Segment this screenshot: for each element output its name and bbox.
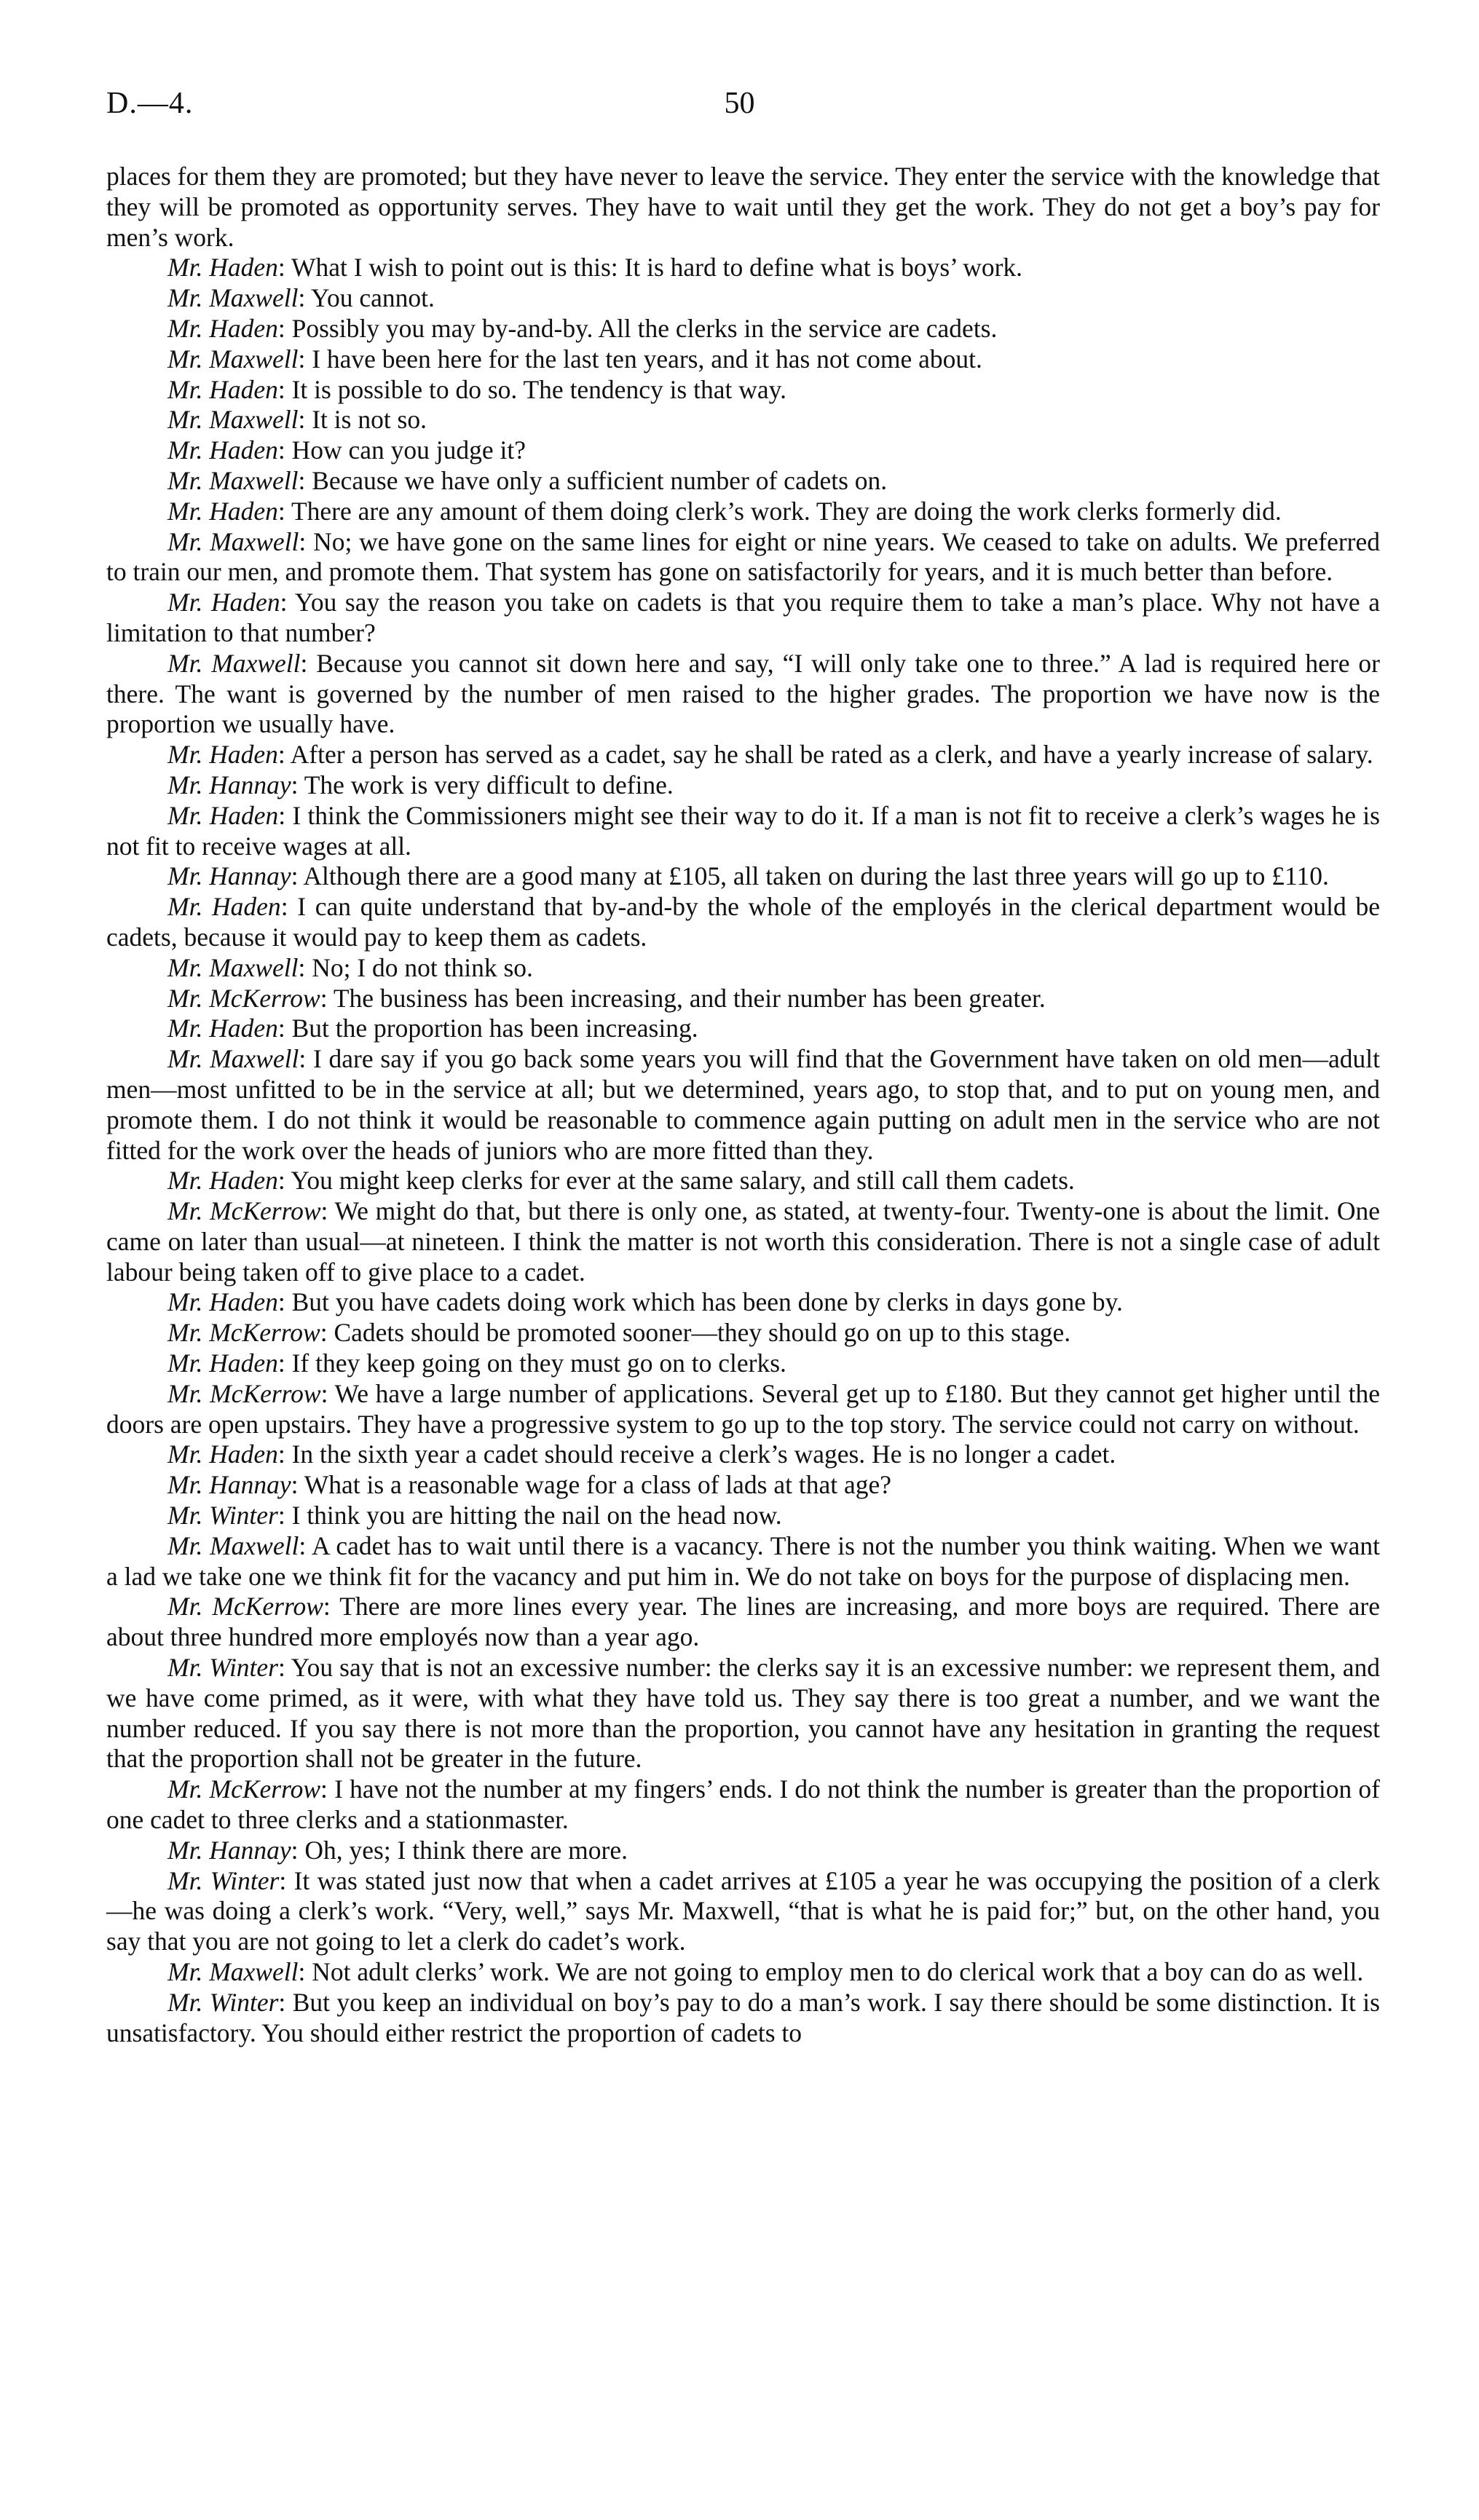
speaker-name: Mr. Maxwell — [167, 344, 299, 374]
page-body — [106, 162, 1380, 2048]
speech-text: You say that is not an excessive number: the clerks say it is an excessive number: we represent them, and we have come primed, as it were, with what they have told us. They say there is too great a number, and we want the number reduced. If you say there is not more than the proportion, you cannot have any hesitation in granting the request that the proportion shall not be greater in the future. — [106, 1653, 1380, 1774]
transcript-paragraph: Mr. Hannay: The work is very difficult to define. — [167, 770, 674, 799]
speech-text: What is a reasonable wage for a class of lads at that age? — [304, 1470, 891, 1500]
speaker-name: Mr. Maxwell — [167, 283, 299, 313]
transcript-paragraph: Mr. Haden: You say the reason you take on cadets is that you require them to take a man’s place. Why not have a limitation to that number? — [106, 588, 1381, 647]
speaker-name: Mr. Haden — [167, 1014, 278, 1043]
transcript-paragraph: Mr. McKerrow: We might do that, but there is only one, as stated, at twenty-four. Twenty-one is about the limit. One came on later than usual—at nineteen. I think the matter is not worth this consideration. There is not a single case of adult labour being taken off to give place to a cadet. — [106, 1196, 1381, 1287]
transcript-paragraph: Mr. Haden: I can quite understand that by-and-by the whole of the employés in the clerical department would be cadets, because it would pay to keep them as cadets. — [106, 892, 1380, 952]
speaker-name: Mr. Haden — [167, 253, 278, 283]
speaker-name: Mr. Hannay — [167, 861, 291, 891]
transcript-paragraph: Mr. Haden: It is possible to do so. The tendency is that way. — [167, 374, 786, 404]
transcript-paragraph: Mr. Maxwell: A cadet has to wait until there is a vacancy. There is not the number you think waiting. When we want a lad we take one we think fit for the vacancy and put him in. We do not take on boys for the purpose of displacing men. — [106, 1530, 1380, 1591]
transcript-paragraph: Mr. McKerrow: We have a large number of applications. Several get up to £180. But they cannot get higher until the doors are open upstairs. They have a progressive system to go up to the top story. The service could not carry on without. — [106, 1378, 1380, 1439]
speech-text: Possibly you may by-and-by. All the clerks in the service are cadets. — [291, 313, 998, 343]
speech-text: Because we have only a sufficient number of cadets on. — [312, 465, 888, 495]
speaker-name: Mr. Winter — [167, 1501, 278, 1530]
speaker-name: Mr. Maxwell — [167, 465, 299, 495]
transcript-paragraph: Mr. Haden: After a person has served as a cadet, say he shall be rated as a clerk, and have a yearly increase of salary. — [167, 740, 1373, 770]
transcript-paragraph: Mr. McKerrow: Cadets should be promoted sooner—they should go on up to this stage. — [167, 1318, 1071, 1348]
speech-text: But you have cadets doing work which has been done by clerks in days gone by. — [291, 1287, 1123, 1317]
speech-text: I can quite understand that by-and-by the whole of the employés in the clerical department would be cadets, because it would pay to keep them as cadets. — [106, 892, 1380, 952]
speech-text: Cadets should be promoted sooner—they should go on up to this stage. — [334, 1318, 1071, 1348]
transcript-paragraph: Mr. Maxwell: Not adult clerks’ work. We are not going to employ men to do clerical work that a boy can do as well. — [167, 1957, 1364, 1987]
speaker-name: Mr. Haden — [167, 1287, 278, 1317]
speaker-name: Mr. Winter — [167, 1865, 280, 1895]
speech-text: It was stated just now that when a cadet arrives at £105 a year he was occupying the position of a clerk—he was doing a clerk’s work. “Very, well,” says Mr. Maxwell, “that is what he is paid for;” but, on the other hand, you say that you are not going to let a clerk do cadet’s work. — [106, 1865, 1380, 1956]
transcript-paragraph: Mr. McKerrow: The business has been increasing, and their number has been greater. — [167, 983, 1046, 1013]
transcript-paragraph: Mr. Hannay: Although there are a good many at £105, all taken on during the last three years will go up to £110. — [167, 861, 1329, 891]
speech-text: I have been here for the last ten years, and it has not come about. — [312, 344, 982, 374]
transcript-paragraph: Mr. Winter: But you keep an individual on boy’s pay to do a man’s work. I say there should be some distinction. It is unsatisfactory. You should either restrict the proportion of cadets to — [106, 1987, 1380, 2047]
speaker-name: Mr. McKerrow — [167, 1378, 321, 1408]
transcript-paragraph: Mr. Haden: Possibly you may by-and-by. All the clerks in the service are cadets. — [167, 313, 998, 343]
speech-text: There are any amount of them doing clerk’s work. They are doing the work clerks formerly did. — [291, 496, 1282, 526]
speaker-name: Mr. Haden — [167, 740, 278, 770]
speech-text: We might do that, but there is only one, as stated, at twenty-four. Twenty-one is about the limit. One came on later than usual—at nineteen. I think the matter is not worth this consideration. There is not a single case of adult labour being taken off to give place to a cadet. — [106, 1196, 1381, 1287]
speaker-name: Mr. Maxwell — [167, 1957, 299, 1987]
speaker-name: Mr. Maxwell — [167, 1530, 299, 1560]
transcript-paragraph: Mr. Haden: If they keep going on they must go on to clerks. — [167, 1348, 786, 1378]
speaker-name: Mr. Haden — [167, 313, 278, 343]
speech-text: No; I do not think so. — [312, 952, 533, 982]
speaker-name: Mr. Hannay — [167, 1470, 291, 1500]
speech-text: The work is very difficult to define. — [304, 770, 674, 799]
speech-text: In the sixth year a cadet should receive a clerk’s wages. He is no longer a cadet. — [291, 1439, 1116, 1469]
speech-text: Oh, yes; I think there are more. — [304, 1835, 628, 1865]
transcript-paragraph: Mr. Winter: It was stated just now that when a cadet arrives at £105 a year he was occupying the position of a clerk—he was doing a clerk’s work. “Very, well,” says Mr. Maxwell, “that is what he is paid for;” but, on the other hand, you say that you are not going to let a clerk do cadet’s work. — [106, 1865, 1380, 1956]
speaker-name: Mr. McKerrow — [167, 1774, 321, 1804]
speaker-name: Mr. Winter — [167, 1987, 279, 2017]
speech-text: But you keep an individual on boy’s pay to do a man’s work. I say there should be some distinction. It is unsatisfactory. You should either restrict the proportion of cadets to — [106, 1987, 1380, 2047]
transcript-paragraph: Mr. Maxwell: It is not so. — [167, 405, 427, 435]
transcript-paragraph: Mr. McKerrow: I have not the number at my fingers’ ends. I do not think the number is greater than the proportion of one cadet to three clerks and a stationmaster. — [106, 1774, 1380, 1835]
transcript-paragraph: Mr. Haden: But you have cadets doing work which has been done by clerks in days gone by. — [167, 1287, 1123, 1317]
speech-text: You might keep clerks for ever at the same salary, and still call them cadets. — [291, 1166, 1075, 1196]
speaker-name: Mr. Haden — [167, 435, 278, 465]
speech-text: After a person has served as a cadet, say he shall be rated as a clerk, and have a yearly increase of salary. — [290, 740, 1373, 770]
speaker-name: Mr. Maxwell — [167, 526, 299, 556]
speaker-name: Mr. McKerrow — [167, 1318, 320, 1348]
transcript-paragraph: Mr. Haden: What I wish to point out is this: It is hard to define what is boys’ work. — [167, 253, 1023, 283]
transcript-paragraph: Mr. Haden: In the sixth year a cadet should receive a clerk’s wages. He is no longer a cadet. — [167, 1439, 1116, 1469]
speaker-name: Mr. McKerrow — [167, 983, 320, 1013]
speaker-name: Mr. Haden — [167, 374, 278, 404]
transcript-paragraph: Mr. Maxwell: No; we have gone on the same lines for eight or nine years. We ceased to take on adults. We preferred to train our men, and promote them. That system has gone on satisfactorily for years, and it is much better than before. — [106, 526, 1380, 587]
document-reference: D.—4. — [106, 87, 194, 120]
speech-text: But the proportion has been increasing. — [291, 1014, 698, 1043]
transcript-paragraph: Mr. Maxwell: You cannot. — [167, 283, 435, 313]
speech-text: It is not so. — [312, 405, 427, 435]
speech-text: How can you judge it? — [291, 435, 526, 465]
speech-text: I think the Commissioners might see their way to do it. If a man is not fit to receive a clerk’s wages he is not fit to receive wages at all. — [106, 800, 1380, 861]
speech-text: You cannot. — [310, 283, 435, 313]
transcript-paragraph: Mr. Winter: You say that is not an excessive number: the clerks say it is an excessive number: we represent them, and we have come primed, as it were, with what they have told us. They say there is too great a number, and we want the number reduced. If you say there is not more than the proportion, you cannot have any hesitation in granting the request that the proportion shall not be greater in the future. — [106, 1653, 1380, 1774]
speaker-name: Mr. Maxwell — [167, 1044, 299, 1074]
speech-text: There are more lines every year. The lines are increasing, and more boys are required. There are about three hundred more employés now than a year ago. — [106, 1592, 1381, 1652]
speaker-name: Mr. Haden — [167, 496, 278, 526]
speaker-name: Mr. Haden — [167, 892, 281, 922]
speech-text: Although there are a good many at £105, all taken on during the last three years will go up to £110. — [303, 861, 1329, 891]
speech-text: If they keep going on they must go on to clerks. — [291, 1348, 786, 1378]
transcript-paragraph: Mr. McKerrow: There are more lines every year. The lines are increasing, and more boys are required. There are about three hundred more employés now than a year ago. — [106, 1592, 1381, 1652]
transcript-paragraph: Mr. Winter: I think you are hitting the nail on the head now. — [167, 1501, 782, 1530]
speaker-name: Mr. Maxwell — [167, 648, 301, 678]
transcript-paragraph: Mr. Haden: There are any amount of them doing clerk’s work. They are doing the work clerks formerly did. — [167, 496, 1282, 526]
speaker-name: Mr. Haden — [167, 1439, 278, 1469]
speaker-name: Mr. Hannay — [167, 1835, 291, 1865]
speech-text: places for them they are promoted; but they have never to leave the service. They enter the service with the knowledge that they will be promoted as opportunity serves. They have to wait until they get the work. They do not get a boy’s pay for men’s work. — [106, 162, 1380, 252]
speech-text: What I wish to point out is this: It is hard to define what is boys’ work. — [291, 253, 1023, 283]
speech-text: The business has been increasing, and their number has been greater. — [333, 983, 1046, 1013]
speech-text: Not adult clerks’ work. We are not going to employ men to do clerical work that a boy can do as well. — [312, 1957, 1364, 1987]
speech-text: I have not the number at my fingers’ ends. I do not think the number is greater than the proportion of one cadet to three clerks and a stationmaster. — [106, 1774, 1380, 1835]
page-header — [102, 86, 1377, 130]
transcript-paragraph: Mr. Maxwell: Because you cannot sit down here and say, “I will only take one to three.” A lad is required here or there. The want is governed by the number of men raised to the higher grades. The proportion we have now is the proportion we usually have. — [106, 648, 1381, 739]
speaker-name: Mr. Haden — [167, 800, 279, 830]
speech-text: I dare say if you go back some years you will find that the Government have taken on old men—adult men—most unfitted to be in the service at all; but we determined, years ago, to stop that, and to put on young men, and promote them. I do not think it would be reasonable to commence again putting on adult men in the service who are not fitted for the work over the heads of juniors who are more fitted than they. — [106, 1044, 1380, 1165]
transcript-paragraph: Mr. Maxwell: No; I do not think so. — [167, 952, 533, 982]
speaker-name: Mr. Maxwell — [167, 952, 299, 982]
speaker-name: Mr. Haden — [167, 1348, 278, 1378]
speaker-name: Mr. McKerrow — [167, 1196, 321, 1226]
speech-text: You say the reason you take on cadets is that you require them to take a man’s place. Why not have a limitation to that number? — [106, 588, 1381, 647]
transcript-paragraph: Mr. Haden: How can you judge it? — [167, 435, 526, 465]
speech-text: I think you are hitting the nail on the head now. — [291, 1501, 782, 1530]
speaker-name: Mr. Maxwell — [167, 405, 299, 435]
transcript-paragraph — [106, 162, 1380, 253]
transcript-paragraph: Mr. Hannay: What is a reasonable wage for a class of lads at that age? — [167, 1470, 891, 1500]
page-number: 50 — [724, 87, 755, 120]
transcript-paragraph: Mr. Haden: You might keep clerks for ever at the same salary, and still call them cadets. — [167, 1166, 1075, 1196]
transcript-paragraph: Mr. Maxwell: I dare say if you go back some years you will find that the Government have taken on old men—adult men—most unfitted to be in the service at all; but we determined, years ago, to stop that, and to put on young men, and promote them. I do not think it would be reasonable to commence again putting on adult men in the service who are not fitted for the work over the heads of juniors who are more fitted than they. — [106, 1044, 1380, 1165]
transcript-paragraph: Mr. Haden: I think the Commissioners might see their way to do it. If a man is not fit to receive a clerk’s wages he is not fit to receive wages at all. — [106, 800, 1380, 861]
transcript-paragraph: Mr. Hannay: Oh, yes; I think there are more. — [167, 1835, 628, 1865]
transcript-paragraph: Mr. Maxwell: Because we have only a sufficient number of cadets on. — [167, 465, 888, 495]
speech-text: It is possible to do so. The tendency is that way. — [291, 374, 786, 404]
speaker-name: Mr. Hannay — [167, 770, 291, 799]
speaker-name: Mr. Winter — [167, 1653, 278, 1683]
speech-text: Because you cannot sit down here and say, “I will only take one to three.” A lad is required here or there. The want is governed by the number of men raised to the higher grades. The proportion we have now is the proportion we usually have. — [106, 648, 1381, 739]
speech-text: A cadet has to wait until there is a vacancy. There is not the number you think waiting. When we want a lad we take one we think fit for the vacancy and put him in. We do not take on boys for the purpose of displacing men. — [106, 1530, 1380, 1591]
transcript-paragraph: Mr. Haden: But the proportion has been increasing. — [167, 1014, 698, 1043]
transcript-paragraph: Mr. Maxwell: I have been here for the last ten years, and it has not come about. — [167, 344, 982, 374]
speaker-name: Mr. Haden — [167, 1166, 278, 1196]
speech-text: We have a large number of applications. Several get up to £180. But they cannot get higher until the doors are open upstairs. They have a progressive system to go up to the top story. The service could not carry on without. — [106, 1378, 1380, 1439]
speaker-name: Mr. McKerrow — [167, 1592, 323, 1622]
speech-text: No; we have gone on the same lines for eight or nine years. We ceased to take on adults. We preferred to train our men, and promote them. That system has gone on satisfactorily for years, and it is much better than before. — [106, 526, 1380, 587]
speaker-name: Mr. Haden — [167, 588, 280, 617]
